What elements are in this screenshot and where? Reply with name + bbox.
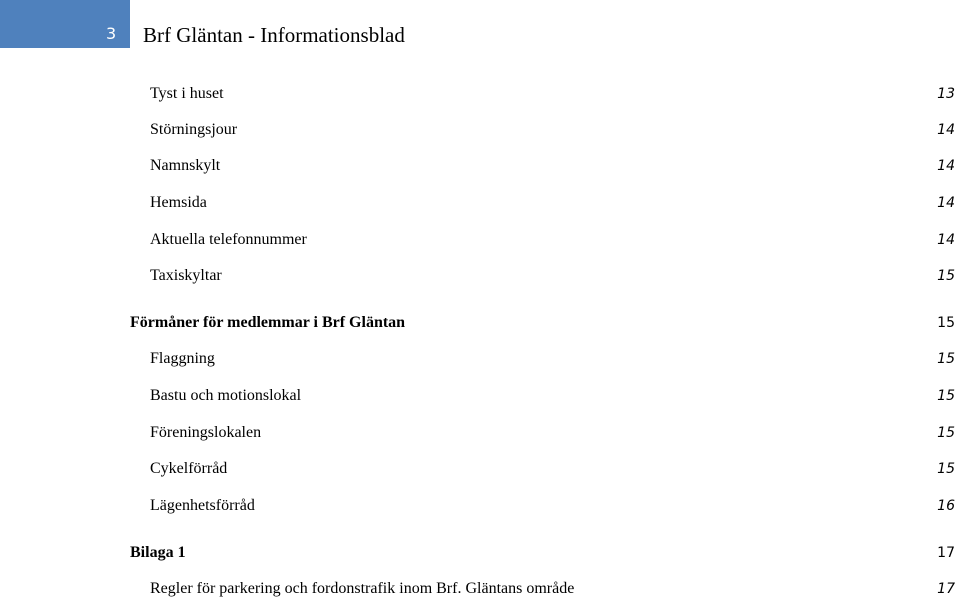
toc-entry-storningsjour[interactable]	[0, 120, 960, 144]
toc-entry-label: Taxiskyltar	[150, 267, 222, 284]
toc-entry-label: Bilaga 1	[130, 544, 186, 561]
toc-entry-page-number: 17	[937, 581, 955, 597]
toc-entry-label: Föreningslokalen	[150, 424, 262, 441]
toc-entry-label: Lägenhetsförråd	[150, 497, 255, 514]
toc-entry-page-number: 15	[937, 461, 955, 477]
document-title: Brf Gläntan - Informationsblad	[143, 23, 405, 47]
toc-entry-page-number: 15	[937, 268, 955, 284]
toc-entry-page-number: 14	[937, 232, 955, 248]
toc-entry-label: Störningsjour	[150, 121, 238, 138]
toc-entry-page-number: 17	[937, 545, 955, 561]
toc-entry-page-number: 15	[937, 315, 955, 331]
toc-entry-taxiskyltar[interactable]	[0, 266, 960, 290]
toc-entry-namnskylt[interactable]	[0, 156, 960, 180]
toc-entry-page-number: 14	[937, 195, 955, 211]
toc-entry-label: Namnskylt	[150, 157, 221, 174]
toc-entry-regler-for-parkering[interactable]	[0, 579, 960, 600]
toc-entry-page-number: 14	[937, 122, 955, 138]
toc-entry-page-number: 14	[937, 158, 955, 174]
toc-entry-page-number: 16	[937, 498, 955, 514]
toc-entry-bastu-och-motionslokal[interactable]	[0, 386, 960, 410]
toc-entry-label: Regler för parkering och fordonstrafik inom Brf. Gläntans område	[150, 580, 575, 597]
toc-entry-hemsida[interactable]	[0, 193, 960, 217]
toc-entry-flaggning[interactable]	[0, 349, 960, 373]
toc-entry-tyst-i-huset[interactable]	[0, 84, 960, 108]
toc-entry-aktuella-telefonnummer[interactable]	[0, 230, 960, 254]
toc-entry-bilaga-1[interactable]	[0, 543, 960, 567]
toc-entry-label: Förmåner för medlemmar i Brf Gläntan	[130, 314, 406, 331]
toc-entry-page-number: 13	[937, 86, 955, 102]
toc-entry-label: Bastu och motionslokal	[150, 387, 302, 404]
toc-entry-label: Hemsida	[150, 194, 207, 211]
toc-entry-cykelforrad[interactable]	[0, 459, 960, 483]
toc-entry-label: Tyst i huset	[150, 85, 224, 102]
page-number: 3	[106, 24, 117, 43]
toc-entry-label: Aktuella telefonnummer	[150, 231, 307, 248]
toc-entry-foreningslokalen[interactable]	[0, 423, 960, 447]
toc-entry-page-number: 15	[937, 425, 955, 441]
toc-entry-lagenhetsforrad[interactable]	[0, 496, 960, 520]
toc-entry-page-number: 15	[937, 351, 955, 367]
toc-entry-page-number: 15	[937, 388, 955, 404]
toc-entry-label: Cykelförråd	[150, 460, 228, 477]
toc-entry-label: Flaggning	[150, 350, 215, 367]
toc-entry-formaner-for-medlemmar[interactable]	[0, 313, 960, 337]
